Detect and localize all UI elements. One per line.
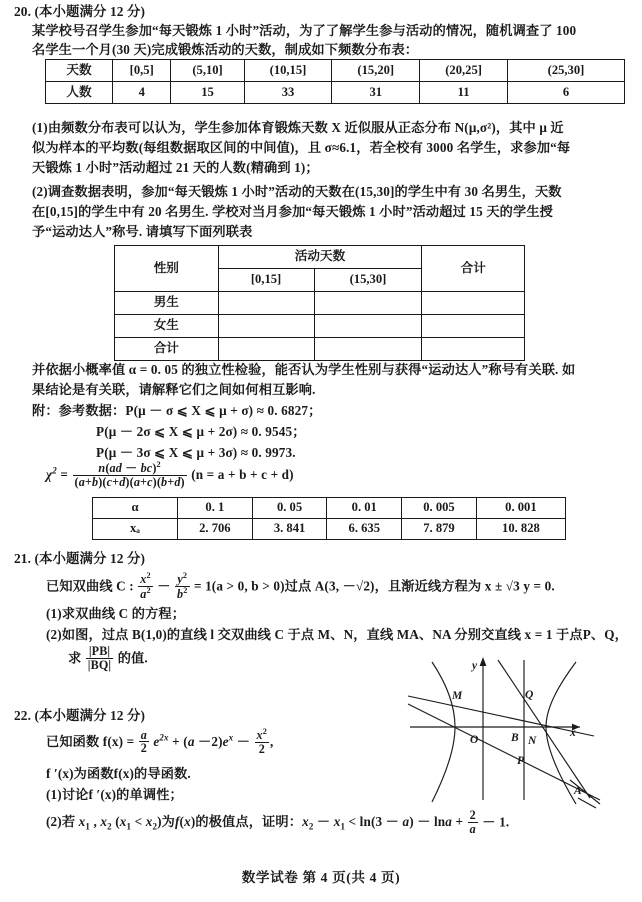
chi-alpha-3: 0. 005	[402, 498, 477, 519]
freq-row-label-count: 人数	[46, 82, 113, 104]
ratio-prefix: 求	[68, 650, 82, 666]
point-label-N: N	[528, 735, 537, 747]
problem-20-part2-line-3: 予“运动达人”称号. 请填写下面列联表	[32, 224, 253, 239]
contingency-cell-female-low[interactable]	[218, 315, 314, 338]
point-label-M: M	[452, 690, 463, 702]
problem-20-stem-line-1: 某学校号召学生参加“每天锻炼 1 小时”活动，为了了解学生参与活动的情况，随机调查了 100	[32, 23, 577, 38]
chi-critical-1: 3. 841	[252, 519, 327, 540]
contingency-cell-male-total[interactable]	[422, 292, 525, 315]
freq-count-2: 33	[244, 82, 332, 104]
problem-20-part1-line-1: (1)由频数分布表可以认为，学生参加体育锻炼天数 X 近似服从正态分布 N(μ,σ²)，其中 μ 近	[32, 120, 564, 135]
chi-square-formula	[0, 462, 642, 490]
freq-interval-1: (5,10]	[171, 60, 244, 82]
contingency-cell-total-total[interactable]	[422, 338, 525, 361]
point-label-A: A	[574, 785, 582, 797]
chi-alpha-1: 0. 05	[252, 498, 327, 519]
chi-critical-3: 7. 879	[402, 519, 477, 540]
chi-label-critical: xₐ	[93, 519, 178, 540]
chi-symbol: $\chi^2$	[46, 465, 57, 482]
hyperbola-term-x: $\frac{x^2}{a^2}$	[140, 571, 151, 601]
problem-22-derivative-note: f ′(x)为函数f(x)的导函数.	[46, 766, 191, 781]
x-axis-label: x	[570, 727, 576, 739]
problem-22-stem-prefix: 已知函数 f(x) =	[46, 733, 135, 749]
chi-square-critical-value-table	[92, 497, 566, 540]
freq-interval-2: (10,15]	[244, 60, 332, 82]
chi-critical-4: 10. 828	[476, 519, 565, 540]
point-label-O: O	[470, 734, 479, 746]
chi-alpha-4: 0. 001	[476, 498, 565, 519]
problem-20-tail-line-1: 并依据小概率值 α = 0. 05 的独立性检验，能否认为学生性别与获得“运动达人”称号有关联. 如	[32, 362, 576, 377]
point-label-Q: Q	[525, 689, 534, 701]
problem-20-part1-line-2: 似为样本的平均数(每组数据取区间的中间值)，且 σ≈6.1，若全校有 3000 名学生，求参加“每	[32, 140, 571, 155]
hyperbola-term-y: $\frac{y^2}{b^2}$	[177, 571, 188, 601]
problem-20-stem-line-2: 名学生一个月(30 天)完成锻炼活动的天数，制成如下频数分布表：	[32, 42, 419, 57]
contingency-label-total: 合计	[115, 338, 219, 361]
contingency-cell-female-total[interactable]	[422, 315, 525, 338]
contingency-header-activity-days: 活动天数	[218, 246, 422, 269]
problem-21-stem-suffix: = 1(a > 0, b > 0)过点 A(3, －√2)，且渐近线方程为 x ± √3 y = 0.	[193, 578, 555, 594]
contingency-row-female	[115, 315, 525, 338]
chi-critical-2: 6. 635	[327, 519, 402, 540]
problem-21-score: (本小题满分 12 分)	[34, 551, 146, 566]
problem-21-stem-prefix: 已知双曲线 C :	[46, 578, 134, 594]
chi-formula-note: (n = a + b + c + d)	[191, 466, 294, 482]
problem-22-part2-prefix: (2)若 $x_1$ , $x_2$ $(x_1 < x_2)$为f(x)的极值点，证明：$x_2 - x_1 < \ln(3 - a) - \ln a$ +	[46, 814, 464, 832]
bound-fraction-2-over-a: $\frac{2}{a}$	[469, 808, 476, 836]
freq-count-1: 15	[171, 82, 244, 104]
reference-data-line-2: P(μ － 2σ ⩽ X ⩽ μ + 2σ) ≈ 0. 9545；	[96, 424, 306, 439]
chi-row-alpha	[93, 498, 566, 519]
freq-count-4: 11	[420, 82, 508, 104]
reference-data-line-1	[0, 401, 642, 421]
freq-interval-4: (20,25]	[420, 60, 508, 82]
freq-interval-5: (25,30]	[508, 60, 625, 82]
table-row-days	[46, 60, 625, 82]
contingency-label-female: 女生	[115, 315, 219, 338]
problem-22-part2	[0, 810, 642, 836]
function-plus: + $(a -2)e^x$ －	[172, 732, 251, 749]
problem-21-number: 21.	[14, 551, 32, 566]
chi-row-critical	[93, 519, 566, 540]
chi-critical-0: 2. 706	[178, 519, 253, 540]
freq-count-3: 31	[332, 82, 420, 104]
contingency-header-total: 合计	[422, 246, 525, 292]
ratio-suffix: 的值.	[117, 650, 148, 666]
chi-alpha-0: 0. 1	[178, 498, 253, 519]
problem-20-tail-line-2: 果结论是有关联，请解释它们之间如何相互影响.	[32, 382, 316, 397]
hyperbola-minus: －	[157, 578, 171, 594]
ratio-numerator: |PB|	[86, 645, 113, 659]
contingency-row-total	[115, 338, 525, 361]
function-term-x2-over-2: $\frac{x^2}{2}$	[256, 727, 268, 756]
freq-row-label-days: 天数	[46, 60, 113, 82]
problem-21-part2: (2)如图，过点 B(1,0)的直线 l 交双曲线 C 于点 M、N，直线 MA、NA 分别交直线 x = 1 于点P、Q，	[46, 627, 629, 642]
contingency-label-male: 男生	[115, 292, 219, 315]
contingency-header-interval-low: [0,15]	[218, 269, 314, 292]
ratio-fraction	[86, 645, 113, 671]
contingency-header-interval-high: (15,30]	[314, 269, 422, 292]
contingency-cell-male-high[interactable]	[314, 292, 422, 315]
contingency-row-male	[115, 292, 525, 315]
freq-count-5: 6	[508, 82, 625, 104]
problem-22-number: 22.	[14, 708, 32, 723]
contingency-header-gender: 性别	[115, 246, 219, 292]
freq-interval-0: [0,5]	[113, 60, 171, 82]
page-footer: 数学试卷 第 4 页(共 4 页)	[241, 870, 401, 885]
contingency-cell-total-high[interactable]	[314, 338, 422, 361]
chi-equals: =	[60, 466, 72, 482]
problem-22-score: (本小题满分 12 分)	[34, 708, 146, 723]
ratio-denominator: |BQ|	[87, 657, 112, 672]
chi-fraction: $\frac{n(ad - bc)^2}{(a+b)(c+d)(a+c)(b+d)}$	[74, 460, 185, 489]
problem-20-part2-line-1: (2)调查数据表明，参加“每天锻炼 1 小时”活动的天数在(15,30]的学生中有 30 名男生，天数	[32, 184, 562, 199]
function-exp-2x: $e^{2x}$	[153, 732, 169, 749]
point-label-B: B	[511, 732, 519, 744]
chi-alpha-2: 0. 01	[327, 498, 402, 519]
problem-21-part1: (1)求双曲线 C 的方程；	[46, 606, 186, 621]
problem-20-score: (本小题满分 12 分)	[34, 4, 146, 19]
problem-22-part2-suffix: － 1.	[482, 814, 510, 830]
reference-data-line-3: P(μ － 3σ ⩽ X ⩽ μ + 3σ) ≈ 0. 9973.	[96, 445, 296, 460]
problem-20-number: 20.	[14, 4, 32, 19]
chi-label-alpha: α	[93, 498, 178, 519]
problem-20-heading	[0, 2, 642, 22]
function-term-a-over-2: $\frac{a}{2}$	[140, 727, 147, 756]
problem-22-heading	[0, 706, 642, 726]
reference-data-formula-1: P(μ － σ ⩽ X ⩽ μ + σ) ≈ 0. 6827；	[125, 403, 322, 418]
problem-20-part2-line-2: 在[0,15]的学生中有 20 名男生. 学校对当月参加“每天锻炼 1 小时”活动超过 15 天的学生授	[32, 204, 554, 219]
point-label-P: P	[517, 755, 525, 767]
problem-21-stem	[0, 573, 642, 602]
function-comma: ,	[270, 733, 274, 749]
contingency-cell-total-low[interactable]	[218, 338, 314, 361]
freq-interval-3: (15,20]	[332, 60, 420, 82]
contingency-header-row-1	[115, 246, 525, 269]
table-row-counts	[46, 82, 625, 104]
contingency-cell-female-high[interactable]	[314, 315, 422, 338]
reference-data-label: 附：参考数据：	[32, 403, 126, 418]
problem-22-stem	[0, 729, 642, 757]
problem-20-part1-line-3: 天锻炼 1 小时”活动超过 21 天的人数(精确到 1)；	[32, 160, 319, 175]
y-axis-label: y	[472, 660, 478, 672]
contingency-cell-male-low[interactable]	[218, 292, 314, 315]
contingency-table	[114, 245, 525, 361]
frequency-distribution-table	[45, 59, 625, 104]
problem-22-part1: (1)讨论f ′(x)的单调性；	[46, 787, 183, 802]
y-axis-arrow	[480, 657, 487, 666]
freq-count-0: 4	[113, 82, 171, 104]
problem-21-heading	[0, 549, 642, 569]
